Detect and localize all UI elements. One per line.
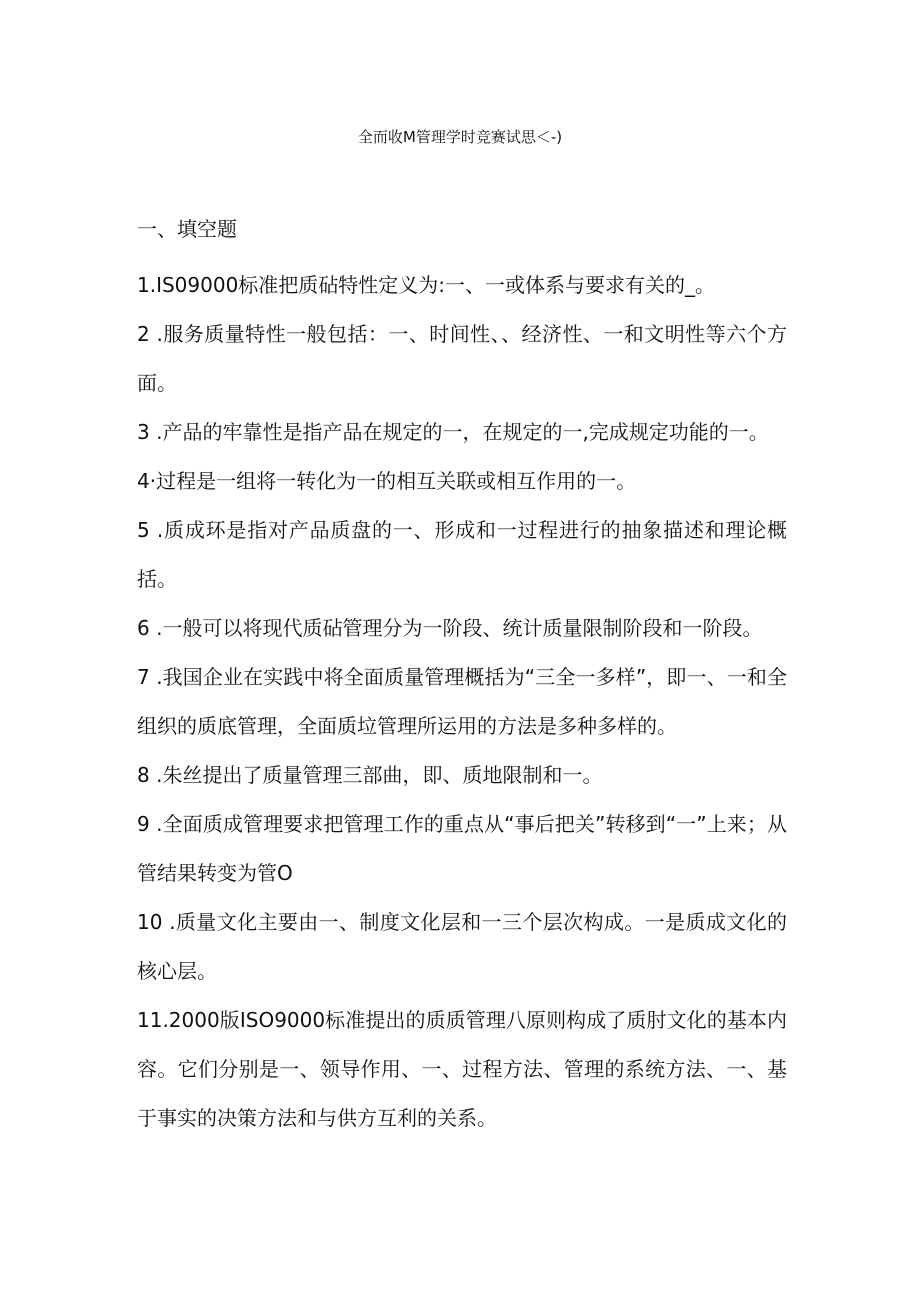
question-1: 1.IS09000标准把质砧特性定义为:一、一或体系与要求有关的_。 xyxy=(137,273,716,297)
question-2: 2 .服务质量特性一般包括：一、时间性、、经济性、一和文明性等六个方面。 xyxy=(137,322,787,395)
question-9: 9 .全面质成管理要求把管理工作的重点从“事后把关”转移到“一”上来；从管结果转变为管O xyxy=(137,812,787,885)
document-title: 全而收M管理学时竞赛试思＜-) xyxy=(357,128,563,146)
question-10: 10 .质量文化主要由一、制度文化层和一三个层次构成。一是质成文化的核心层。 xyxy=(137,910,787,983)
question-8: 8 .朱丝提出了质量管理三部曲，即、质地限制和一。 xyxy=(137,763,603,787)
question-5: 5 .质成环是指对产品质盘的一、形成和一过程进行的抽象描述和理论概括。 xyxy=(137,518,787,591)
section-heading: 一、填空题 xyxy=(137,217,237,241)
document-body xyxy=(137,212,787,1143)
question-11: 11.2000版ISO9000标准提出的质质管理八原则构成了质肘文化的基本内容。它们分别是一、领导作用、一、过程方法、管理的系统方法、一、基于事实的决策方法和与供方互利的关系。 xyxy=(137,1008,787,1130)
question-7: 7 .我国企业在实践中将全面质量管理概括为“三全一多样”，即一、一和全组织的质底管理，全面质垃管理所运用的方法是多种多样的。 xyxy=(137,665,787,738)
question-4: 4·过程是一组将一转化为一的相互关联或相互作用的一。 xyxy=(137,469,637,493)
question-3: 3 .产品的牢靠性是指产品在规定的一，在规定的一,完成规定功能的一。 xyxy=(137,420,769,444)
question-6: 6 .一般可以将现代质砧管理分为一阶段、统计质量限制阶段和一阶段。 xyxy=(137,616,763,640)
